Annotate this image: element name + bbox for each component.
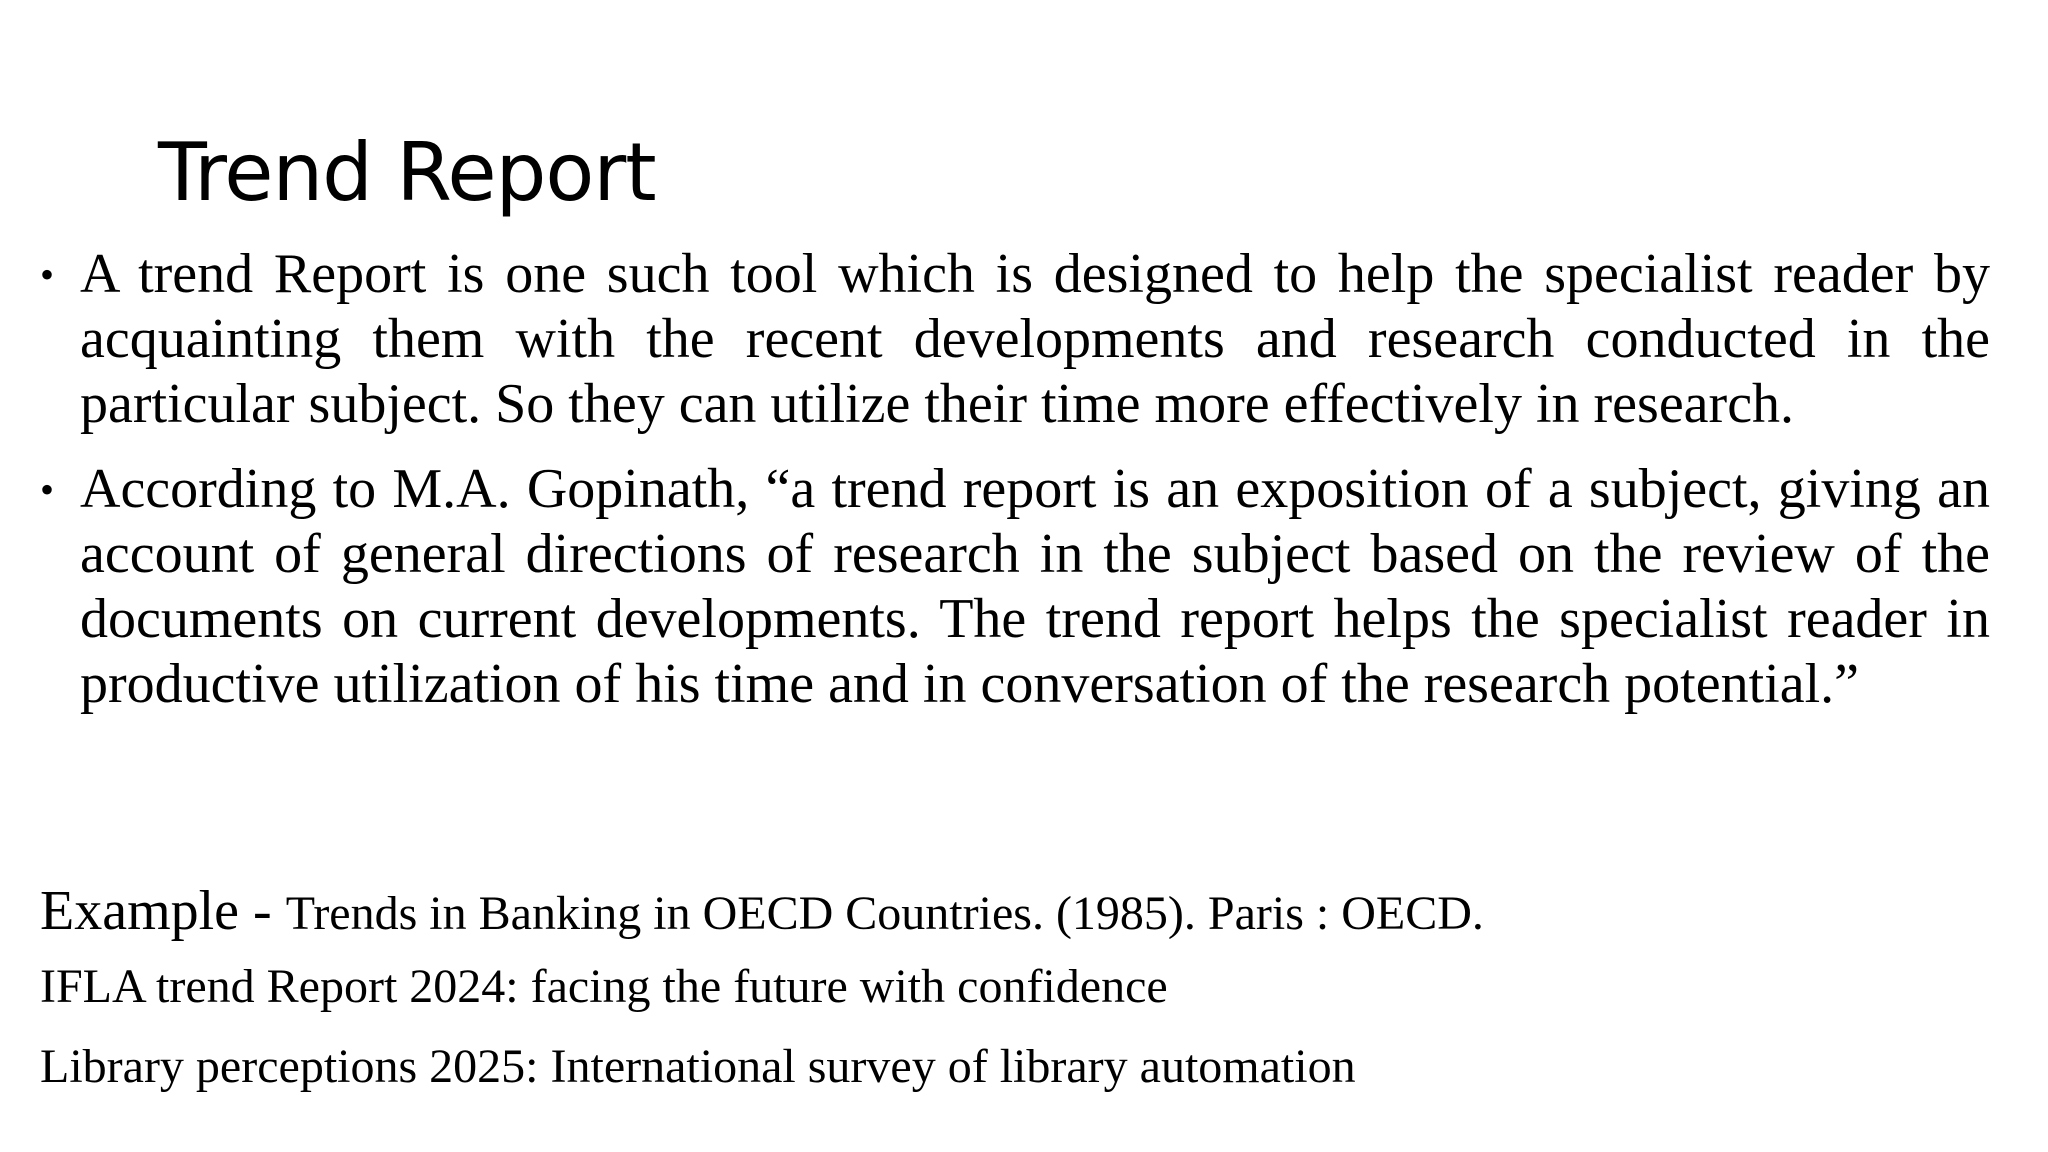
example-line xyxy=(40,876,1990,960)
example-reference: Trends in Banking in OECD Countries. (1985). Paris : OECD. xyxy=(285,887,1484,940)
bullet-item-definition xyxy=(40,242,1990,437)
reference-line: Library perceptions 2025: International survey of library automation xyxy=(40,1040,1356,1093)
bullet-text: A trend Report is one such tool which is designed to help the specialist reader by acquainting them with the recent developments and research conducted in the particular subject. So they can utilize their time more effectively in research. xyxy=(80,243,1990,435)
bullet-marker: • xyxy=(40,467,55,512)
bullet-text: According to M.A. Gopinath, “a trend report is an exposition of a subject, giving an account of general directions of research in the subject based on the review of the documents on current developments. The trend report helps the specialist reader in productive utilization of his time and in conversation of the research potential.” xyxy=(80,458,1990,715)
bullet-marker: • xyxy=(40,252,55,297)
bullet-list xyxy=(40,242,1990,717)
bullet-item-quote xyxy=(40,457,1990,717)
slide-title: Trend Report xyxy=(158,126,656,219)
reference-line: IFLA trend Report 2024: facing the future with confidence xyxy=(40,960,1168,1013)
example-label: Example - xyxy=(40,880,286,942)
